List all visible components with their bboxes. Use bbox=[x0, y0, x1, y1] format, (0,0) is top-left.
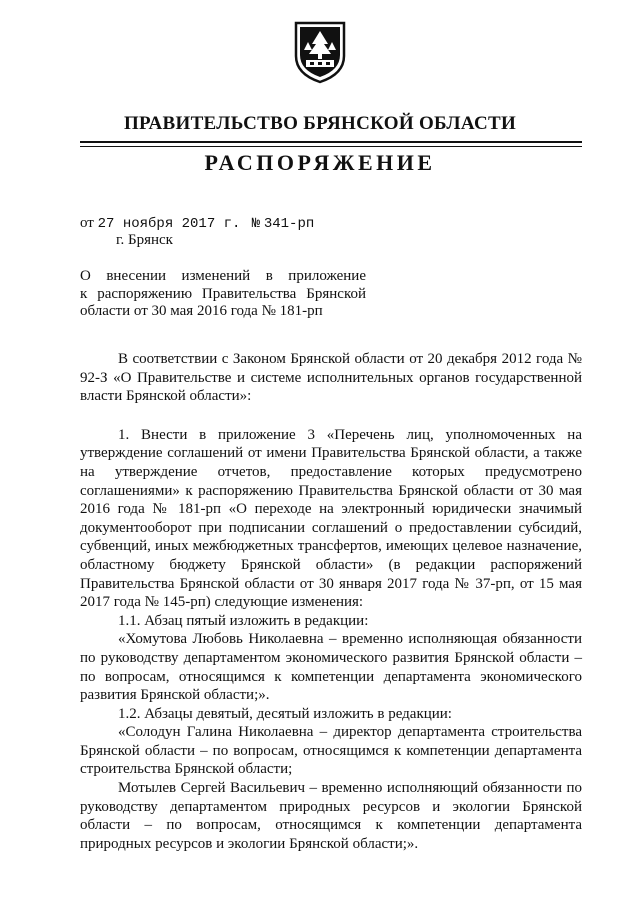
document-number: 341-рп bbox=[263, 216, 315, 232]
body-paragraph: «Солодун Галина Николаевна – директор департамента строительства Брянской области – по вопросам, относящимся к компетенции департамента строительства Брянской области; bbox=[80, 724, 582, 778]
document-body bbox=[80, 350, 582, 853]
document-date: 27 ноября 2017 г. bbox=[97, 216, 241, 232]
body-paragraph: Мотылев Сергей Васильевич – временно исполняющий обязанности по руководству департаментом природных ресурсов и экологии Брянской области – по вопросам, относящимся к компетенции департамента природных ресурсов и экологии Брянской области;». bbox=[80, 780, 582, 852]
body-paragraph: 1. Внести в приложение 3 «Перечень лиц, уполномоченных на утверждение соглашений от имени Правительства Брянской области, а также на утверждение отчетов, предоставление которых предусмотрено соглашениями» к распоряжению Правительства Брянской области от 30 мая 2016 года № 181-рп «О переходе на электронный юридически значимый документооборот при подписании соглашений о предоставлении субсидий, субвенций, иных межбюджетных трансфертов, имеющих целевое назначение, областному бюджету Брянской области» (в редакции распоряжений Правительства Брянской области от 30 января 2017 года № 37-рп, от 15 мая 2017 года № 145-рп) следующие изменения: bbox=[80, 426, 582, 611]
date-prefix: от bbox=[80, 215, 94, 231]
body-paragraph: 1.2. Абзацы девятый, десятый изложить в редакции: bbox=[118, 705, 452, 722]
city: г. Брянск bbox=[116, 232, 173, 248]
date-line bbox=[80, 215, 314, 232]
coat-of-arms-icon bbox=[292, 20, 348, 84]
header-rule-thick bbox=[80, 141, 582, 143]
org-title: ПРАВИТЕЛЬСТВО БРЯНСКОЙ ОБЛАСТИ bbox=[123, 113, 517, 134]
document-type: РАСПОРЯЖЕНИЕ bbox=[204, 150, 436, 175]
body-paragraph: В соответствии с Законом Брянской области от 20 декабря 2012 года № 92-З «О Правительстве и системе исполнительных органов государственной власти Брянской области»: bbox=[80, 351, 582, 405]
body-paragraph: «Хомутова Любовь Николаевна – временно исполняющая обязанности по руководству департаментом экономического развития Брянской области – по вопросам, относящимся к компетенции департамента экономического развития Брянской области;». bbox=[80, 631, 582, 704]
subject-block bbox=[80, 268, 366, 321]
subject-line: О внесении изменений в приложение bbox=[80, 268, 366, 284]
subject-line: к распоряжению Правительства Брянской bbox=[80, 285, 366, 302]
number-label: № bbox=[251, 216, 261, 232]
body-paragraph: 1.1. Абзац пятый изложить в редакции: bbox=[118, 612, 369, 629]
header-rule-thin bbox=[80, 146, 582, 147]
subject-line: области от 30 мая 2016 года № 181-рп bbox=[80, 303, 323, 319]
